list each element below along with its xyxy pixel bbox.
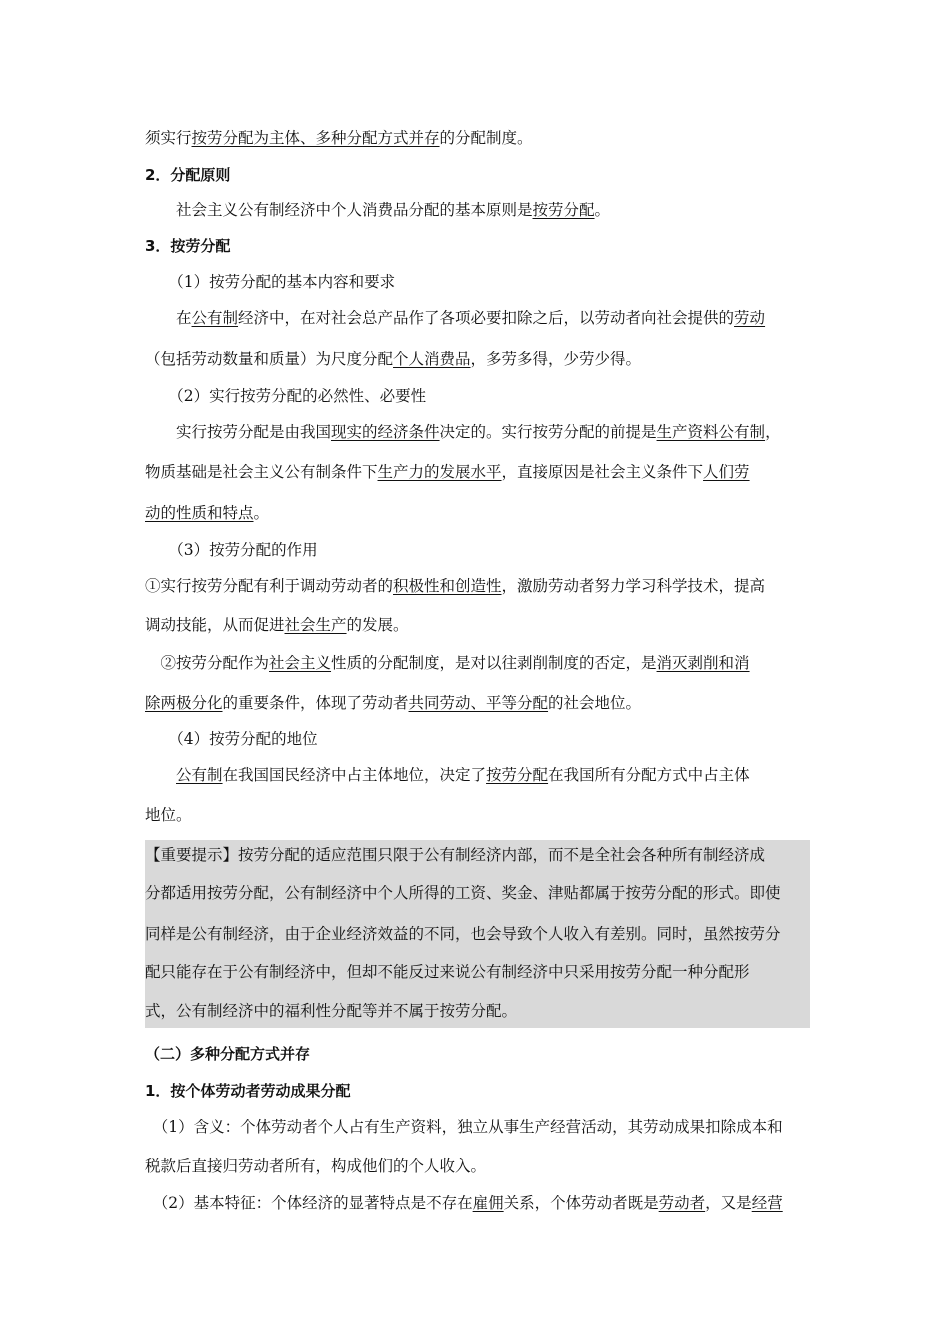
text-line	[145, 386, 810, 406]
text-segment: 性质的分配制度，是对以往剥削制度的否定，是	[331, 654, 657, 672]
text-line	[145, 462, 810, 482]
text-segment: 的发展。	[346, 616, 409, 634]
text-segment: 。	[594, 201, 611, 219]
text-segment: 经济中，在对社会总产品作了各项必要扣除之后，以劳动者向社会提供的	[238, 309, 735, 327]
text-segment: 分都适用按劳分配，公有制经济中个人所得的工资、奖金、津贴都属于按劳分配的形式。即使	[145, 884, 781, 902]
text-segment: 调动技能，从而促进	[145, 616, 285, 634]
text-segment: 的分配制度。	[439, 129, 533, 147]
text-line	[145, 805, 810, 825]
underlined-term: 消灭剥削和消	[656, 654, 750, 672]
text-segment: ，直接原因是社会主义条件下	[501, 463, 704, 481]
text-segment: 式，公有制经济中的福利性分配等并不属于按劳分配。	[145, 1002, 518, 1020]
highlighted-line	[145, 883, 810, 903]
underlined-term: 社会生产	[284, 616, 347, 634]
text-segment: 同样是公有制经济，由于企业经济效益的不同，也会导致个人收入有差别。同时，虽然按劳分	[145, 925, 781, 943]
underlined-term: 公有制	[191, 309, 239, 327]
text-segment: （1）含义：个体劳动者个人占有生产资料，独立从事生产经营活动，其劳动成果扣除成本和	[145, 1118, 783, 1136]
text-segment	[145, 766, 176, 784]
underlined-term: 动的性质和特点	[145, 504, 254, 522]
text-segment: （4）按劳分配的地位	[145, 730, 318, 748]
text-segment: ，多劳多得，少劳少得。	[470, 350, 642, 368]
text-segment: 的重要条件，体现了劳动者	[222, 694, 409, 712]
highlighted-line	[145, 845, 810, 865]
underlined-term: 共同劳动、平等分配	[408, 694, 549, 712]
section-heading	[145, 165, 810, 185]
text-segment: 关系，个体劳动者既是	[503, 1194, 659, 1212]
text-segment: 物质基础是社会主义公有制条件下	[145, 463, 378, 481]
text-segment: （包括劳动数量和质量）为尺度分配	[145, 350, 394, 368]
underlined-term: 积极性和创造性	[393, 577, 502, 595]
section-heading	[145, 1081, 810, 1101]
text-segment: 3．按劳分配	[145, 237, 231, 255]
text-segment: ①实行按劳分配有利于调动劳动者的	[145, 577, 394, 595]
text-line	[145, 503, 810, 523]
text-segment: 社会主义公有制经济中个人消费品分配的基本原则是	[145, 201, 533, 219]
text-segment: （1）按劳分配的基本内容和要求	[145, 273, 396, 291]
text-line	[145, 540, 810, 560]
underlined-term: 按劳分配	[532, 201, 595, 219]
underlined-term: 经营	[751, 1194, 783, 1212]
text-segment: 实行按劳分配是由我国	[145, 423, 332, 441]
text-segment: ，	[765, 423, 781, 441]
text-segment: ②按劳分配作为	[145, 654, 270, 672]
text-segment: 在我国所有分配方式中占主体	[548, 766, 750, 784]
text-segment: ，激励劳动者努力学习科学技术，提高	[501, 577, 766, 595]
text-line	[145, 128, 810, 148]
text-segment: ，又是	[705, 1194, 752, 1212]
text-segment: 地位。	[145, 806, 192, 824]
underlined-term: 生产力的发展水平	[377, 463, 502, 481]
text-line	[145, 576, 810, 596]
highlighted-line	[145, 962, 810, 982]
text-segment: （2）基本特征：个体经济的显著特点是不存在	[145, 1194, 473, 1212]
underlined-term: 人们劳	[703, 463, 750, 481]
section-heading	[145, 1044, 810, 1064]
underlined-term: 个人消费品	[393, 350, 471, 368]
text-line	[145, 422, 810, 442]
text-segment: 。	[253, 504, 270, 522]
text-line	[145, 1156, 810, 1176]
text-segment: 在	[145, 309, 192, 327]
underlined-term: 劳动者	[658, 1194, 706, 1212]
underlined-term: 生产资料公有制	[656, 423, 766, 441]
underlined-term: 劳动	[734, 309, 766, 327]
underlined-term: 公有制	[176, 766, 223, 784]
text-segment: 配只能存在于公有制经济中，但却不能反过来说公有制经济中只采用按劳分配一种分配形	[145, 963, 750, 981]
text-line	[145, 200, 810, 220]
text-line	[145, 693, 810, 713]
text-segment: （2）实行按劳分配的必然性、必要性	[145, 387, 427, 405]
text-segment: 在我国国民经济中占主体地位，决定了	[222, 766, 487, 784]
text-segment: 须实行	[145, 129, 192, 147]
highlighted-line	[145, 924, 810, 944]
text-segment: （二）多种分配方式并存	[145, 1045, 311, 1063]
underlined-term: 按劳分配为主体、多种分配方式并存	[191, 129, 440, 147]
underlined-term: 雇佣	[472, 1194, 504, 1212]
section-heading	[145, 236, 810, 256]
text-line	[145, 765, 810, 785]
underlined-term: 社会主义	[269, 654, 332, 672]
text-line	[145, 349, 810, 369]
text-segment: 的社会地位。	[548, 694, 642, 712]
text-line	[145, 1117, 810, 1137]
text-line	[145, 729, 810, 749]
text-line	[145, 272, 810, 292]
text-line	[145, 615, 810, 635]
underlined-term: 现实的经济条件	[331, 423, 440, 441]
text-segment: 决定的。实行按劳分配的前提是	[439, 423, 657, 441]
text-segment: 1．按个体劳动者劳动成果分配	[145, 1082, 351, 1100]
text-line	[145, 653, 810, 673]
text-segment: 【重要提示】按劳分配的适应范围只限于公有制经济内部，而不是全社会各种所有制经济成	[145, 846, 766, 864]
underlined-term: 按劳分配	[486, 766, 549, 784]
text-segment: 税款后直接归劳动者所有，构成他们的个人收入。	[145, 1157, 487, 1175]
text-line	[145, 308, 810, 328]
text-segment: 2．分配原则	[145, 166, 231, 184]
text-segment: （3）按劳分配的作用	[145, 541, 318, 559]
highlighted-line	[145, 1001, 810, 1021]
text-line	[145, 1193, 810, 1213]
underlined-term: 除两极分化	[145, 694, 223, 712]
